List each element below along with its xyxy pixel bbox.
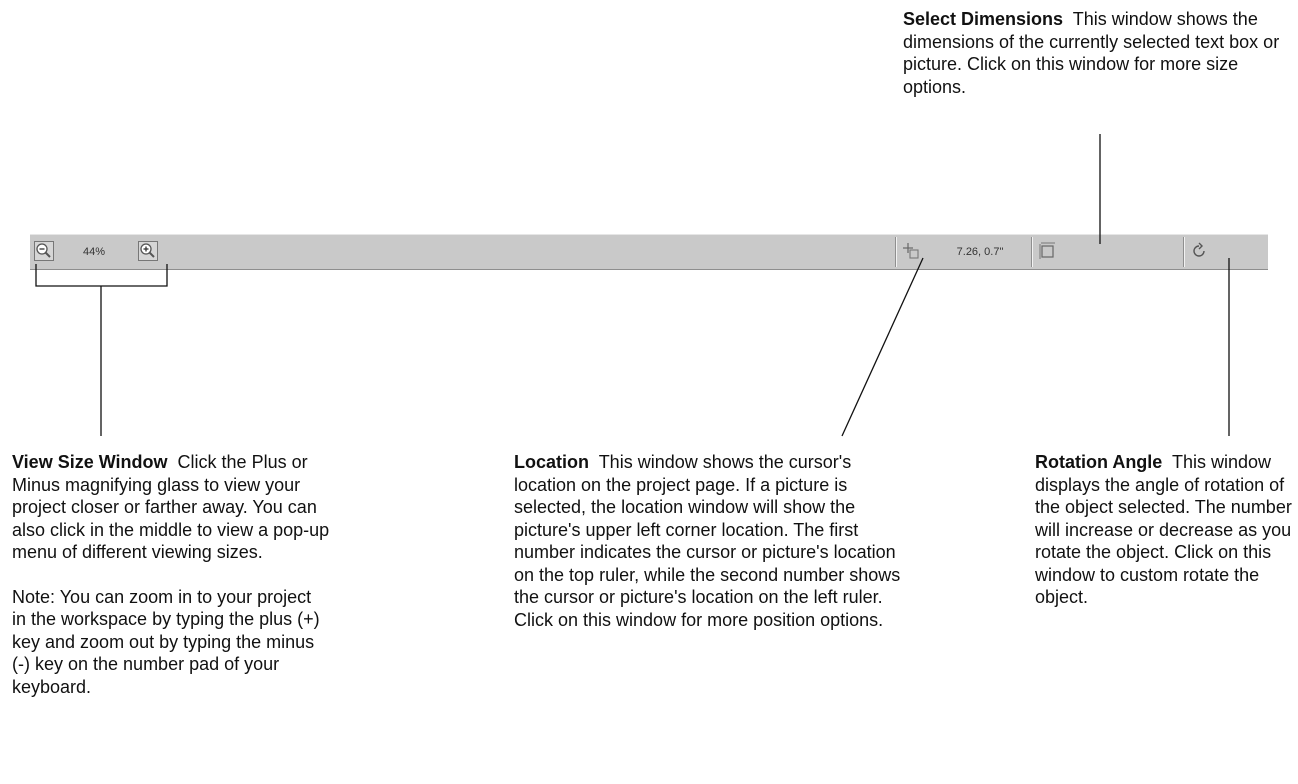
select-dimensions-title: Select Dimensions (903, 9, 1064, 29)
zoom-value[interactable]: 44% (82, 246, 106, 258)
view-size-callout (12, 451, 330, 698)
rotation-title: Rotation Angle (1035, 452, 1163, 472)
rotation-callout (1035, 451, 1295, 609)
location-callout (514, 451, 914, 631)
view-size-bracket (36, 264, 167, 286)
rotation-body: This window displays the angle of rotation of the object selected. The number will increase or decrease as you rotate the object. Click on this window to custom rotate the object. (1035, 452, 1292, 607)
view-size-body: Click the Plus or Minus magnifying glass to view your project closer or farther away. You can also click in the middle to view a pop-up menu of different viewing sizes. (12, 452, 330, 562)
location-text (514, 451, 914, 631)
location-pointer (842, 258, 923, 436)
view-size-text (12, 451, 330, 564)
location-title: Location (514, 452, 589, 472)
select-dimensions-body: This window shows the dimensions of the currently selected text box or picture. Click on this window for more size options. (903, 9, 1280, 97)
view-size-note: Note: You can zoom in to your project in the workspace by typing the plus (+) key and zoom out by typing the minus (-) key on the number pad of your keyboard. (12, 586, 320, 697)
location-value[interactable]: 7.26, 0.7" (956, 246, 1004, 258)
view-size-title: View Size Window (12, 452, 168, 472)
location-body: This window shows the cursor's location on the project page. If a picture is selected, the location window will show the picture's upper left corner location. The first number indicates the cursor or picture's location on the top ruler, while the second number shows the cursor or picture's location on the left ruler. Click on this window for more position options. (514, 452, 901, 630)
rotation-text (1035, 451, 1295, 609)
